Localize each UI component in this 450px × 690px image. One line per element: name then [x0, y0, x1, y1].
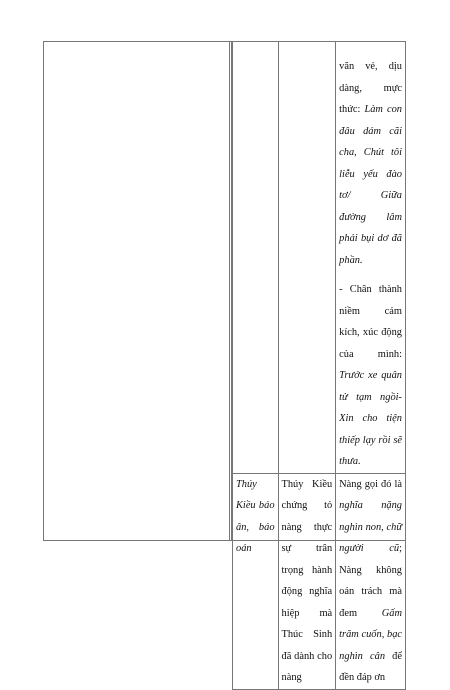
- table-cell-empty: [278, 42, 336, 474]
- table-cell-empty: [233, 42, 279, 474]
- analysis-text: Nàng gọi đó là: [339, 478, 402, 490]
- analysis-text: ; Nàng không oán trách mà đem: [339, 543, 402, 619]
- analysis-paragraph: [339, 42, 402, 271]
- section-title: Thúy Kiều báo ân, báo oán: [236, 478, 275, 554]
- content-table: [232, 41, 406, 690]
- analysis-text: văn vẻ, dịu dàng, mực thức:: [339, 61, 402, 115]
- table-row: [233, 42, 406, 474]
- analysis-text: để đền đáp ơn: [339, 650, 402, 683]
- analysis-paragraph: [339, 279, 402, 473]
- table-row: [233, 473, 406, 689]
- quoted-verse: Trước xe quân tử tạm ngồi- Xin cho tiện thiếp lạy rồi sẽ thưa.: [339, 370, 402, 467]
- quoted-verse: nghĩa nặng nghìn non, chữ người cũ: [339, 500, 402, 554]
- quoted-verse: Gấm trăm cuốn, bạc nghìn cân: [339, 607, 402, 662]
- table-cell-summary: [278, 473, 336, 689]
- table-cell-analysis: [336, 473, 406, 689]
- analysis-text: - Chân thành niềm cảm kích, xúc động của mình:: [339, 284, 402, 360]
- table-cell-section-title: [233, 473, 279, 689]
- summary-text: Thúy Kiều chứng tỏ nàng thực sự trân trọng hành động nghĩa hiệp mà Thúc Sinh đã dành cho nàng: [281, 478, 333, 683]
- quoted-verse: Làm con đâu dám cãi cha, Chút tôi liễu yếu đào tơ/ Giữa đường lâm phải bụi dơ đã phần.: [339, 104, 402, 266]
- table-cell-analysis: [336, 42, 406, 474]
